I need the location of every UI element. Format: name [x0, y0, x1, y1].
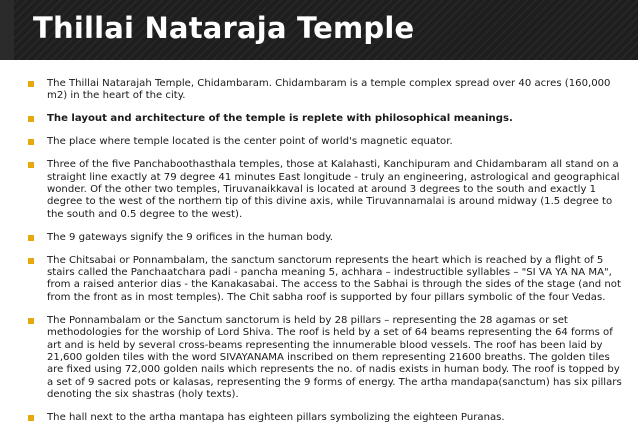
- bullet-icon: [28, 258, 34, 264]
- bullet-text: The Ponnambalam or the Sanctum sanctorum is held by 28 pillars – representing the 28 agamas or set methodologies for the worship of Lord Shiva. The roof is held by a set of 64 beams representing the 64 forms of art and is held by several cross-beams representing the innumerable blood vessels. The roof has been laid by 21,600 golden tiles with the word SIVAYANAMA inscribed on them representing 21600 breaths. The golden tiles are fixed using 72,000 golden nails which represents the no. of nadis exists in human body. The roof is topped by a set of 9 sacred pots or kalasas, representing the 9 forms of energy. The artha mandapa(sanctum) has six pillars denoting the six shastras (holy texts).: [47, 314, 622, 401]
- list-item: [14, 232, 624, 244]
- list-item: [14, 159, 624, 221]
- slide-title: Thillai Nataraja Temple: [33, 11, 415, 45]
- bullet-icon: [28, 235, 34, 241]
- list-item: [14, 78, 624, 103]
- title-bar-accent: [0, 0, 14, 60]
- bullet-icon: [28, 415, 34, 421]
- list-item: [14, 113, 624, 125]
- bullet-text: The place where temple located is the center point of world's magnetic equator.: [47, 136, 453, 148]
- bullet-text: The layout and architecture of the temple is replete with philosophical meanings.: [47, 113, 513, 125]
- list-item: [14, 136, 624, 148]
- slide-body: [14, 78, 624, 435]
- bullet-text: Three of the five Panchaboothasthala temples, those at Kalahasti, Kanchipuram and Chidambaram all stand on a straight line exactly at 79 degree 41 minutes East longitude - truly an engineering, astrological and geographical wonder. Of the other two temples, Tiruvanaikkaval is located at around 3 degrees to the south and exactly 1 degree to the west of the northern tip of this divine axis, while Tiruvannamalai is around midway (1.5 degree to the south and 0.5 degree to the west).: [47, 159, 620, 220]
- bullet-icon: [28, 116, 34, 122]
- title-bar: [0, 0, 638, 60]
- list-item: [14, 315, 624, 402]
- list-item: [14, 412, 624, 424]
- bullet-text: The Thillai Natarajah Temple, Chidambaram. Chidambaram is a temple complex spread over 40 acres (160,000 m2) in the heart of the city.: [47, 78, 611, 102]
- list-item: [14, 255, 624, 305]
- bullet-list: [14, 78, 624, 424]
- bullet-icon: [28, 318, 34, 324]
- bullet-text: The Chitsabai or Ponnambalam, the sanctum sanctorum represents the heart which is reached by a flight of 5 stairs called the Panchaatchara padi - pancha meaning 5, achhara – indestructible syllables – "SI VA YA NA MA", from a raised anterior dias - the Kanakasabai. The access to the Sabhai is through the sides of the stage (and not from the front as in most temples). The Chit sabha roof is supported by four pillars symbolic of the four Vedas.: [47, 254, 621, 303]
- bullet-icon: [28, 139, 34, 145]
- bullet-icon: [28, 81, 34, 87]
- bullet-icon: [28, 162, 34, 168]
- bullet-text: The 9 gateways signify the 9 orifices in the human body.: [47, 231, 333, 243]
- bullet-text: The hall next to the artha mantapa has eighteen pillars symbolizing the eighteen Puranas.: [47, 412, 505, 424]
